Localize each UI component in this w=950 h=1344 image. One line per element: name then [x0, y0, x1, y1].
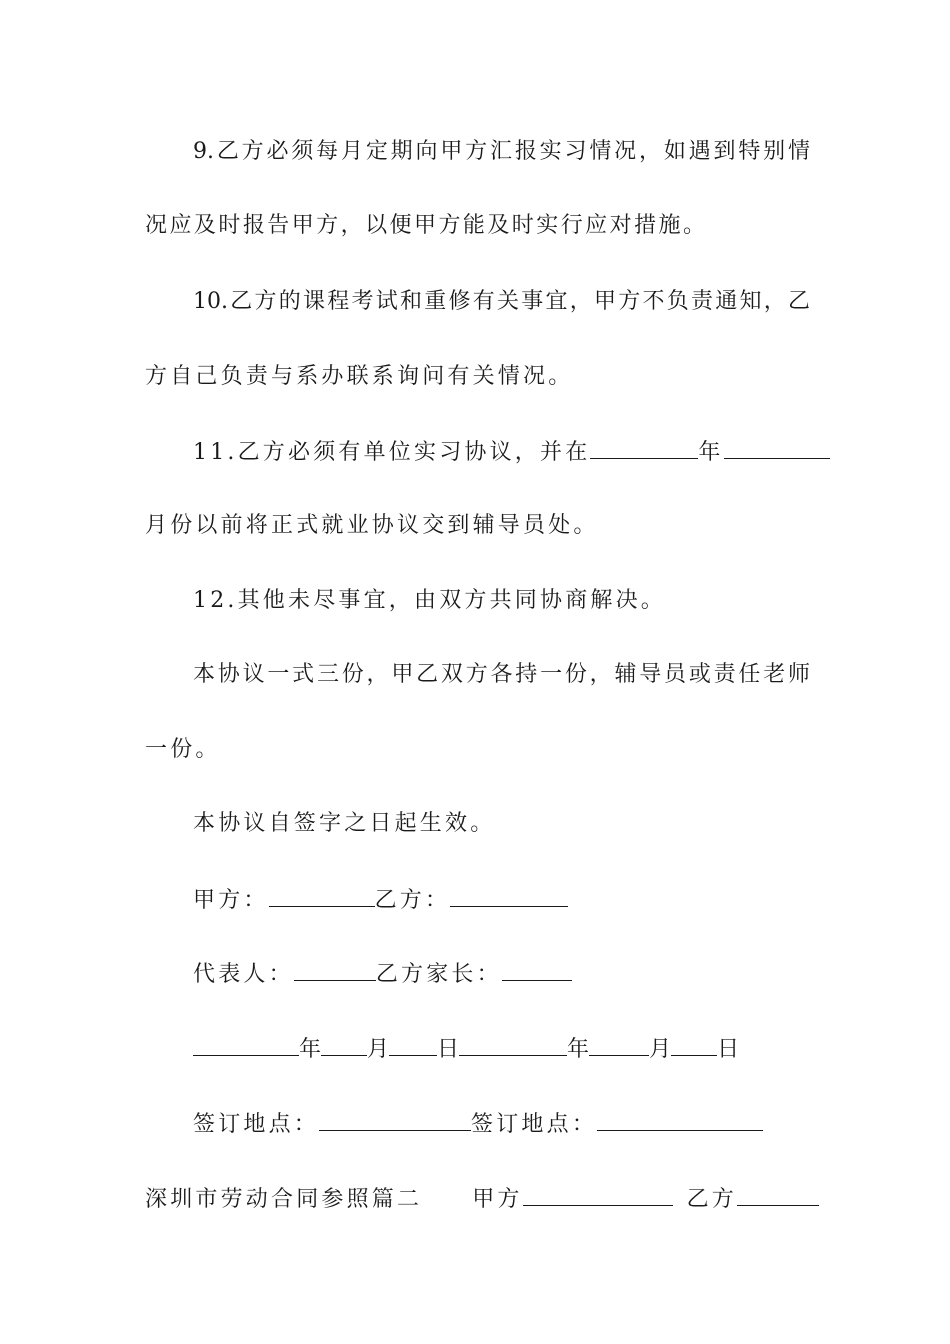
- party-a-label: 甲方：: [193, 888, 269, 913]
- clause-10-line-1: 10.乙方的课程考试和重修有关事宜，甲方不负责通知，乙: [193, 289, 810, 314]
- date-a-year-label: 年: [299, 1037, 322, 1062]
- representative-label: 代表人：: [193, 962, 294, 987]
- date-b-month-label: 月: [649, 1037, 672, 1062]
- date-b-year-label: 年: [567, 1037, 590, 1062]
- date-a-day-blank[interactable]: [389, 1033, 437, 1056]
- parent-blank[interactable]: [502, 958, 572, 981]
- footer-party-a-blank[interactable]: [523, 1183, 673, 1206]
- clause-11-year-label: 年: [698, 440, 724, 465]
- contract-title: 深圳市劳动合同参照篇二: [145, 1187, 423, 1212]
- sign-place-a-blank[interactable]: [319, 1108, 471, 1131]
- copies-line-1: 本协议一式三份，甲乙双方各持一份，辅导员或责任老师: [193, 662, 810, 687]
- party-a-blank[interactable]: [269, 884, 375, 907]
- date-a-month-label: 月: [367, 1037, 390, 1062]
- clause-11-line-1: [193, 436, 810, 468]
- footer-party-b-label: 乙方: [686, 1187, 738, 1212]
- clause-11-text: 11.乙方必须有单位实习协议，并在: [193, 440, 591, 465]
- representative-blank[interactable]: [294, 958, 376, 981]
- month-blank[interactable]: [724, 436, 830, 459]
- effective-clause: 本协议自签字之日起生效。: [193, 811, 496, 836]
- date-line: [193, 1033, 810, 1065]
- sign-place-b-blank[interactable]: [597, 1108, 763, 1131]
- party-signature-line: [193, 884, 810, 916]
- sign-place-b-label: 签订地点：: [471, 1112, 598, 1137]
- date-b-day-blank[interactable]: [671, 1033, 717, 1056]
- copies-line-2: 一份。: [145, 737, 221, 762]
- date-b-day-label: 日: [717, 1037, 740, 1062]
- sign-place-line: [193, 1108, 810, 1140]
- representative-line: [193, 958, 810, 990]
- footer-party-b-blank[interactable]: [737, 1183, 819, 1206]
- date-a-day-label: 日: [437, 1037, 460, 1062]
- footer-line: [145, 1183, 810, 1215]
- date-b-year-blank[interactable]: [459, 1033, 567, 1056]
- clause-9-line-2: 况应及时报告甲方，以便甲方能及时实行应对措施。: [145, 213, 705, 238]
- clause-12: 12.其他未尽事宜，由双方共同协商解决。: [193, 588, 666, 613]
- date-a-year-blank[interactable]: [193, 1033, 299, 1056]
- party-b-label: 乙方：: [374, 888, 451, 913]
- footer-party-a-label: 甲方: [472, 1187, 523, 1212]
- clause-9-line-1: 9.乙方必须每月定期向甲方汇报实习情况，如遇到特别情: [193, 139, 810, 164]
- clause-10-line-2: 方自己负责与系办联系询问有关情况。: [145, 364, 574, 389]
- sign-place-a-label: 签订地点：: [193, 1112, 320, 1137]
- parent-label: 乙方家长：: [375, 962, 502, 987]
- party-b-blank[interactable]: [450, 884, 568, 907]
- year-blank[interactable]: [590, 436, 698, 459]
- date-b-month-blank[interactable]: [589, 1033, 649, 1056]
- date-a-month-blank[interactable]: [321, 1033, 367, 1056]
- clause-11-line-2: 月份以前将正式就业协议交到辅导员处。: [145, 513, 599, 538]
